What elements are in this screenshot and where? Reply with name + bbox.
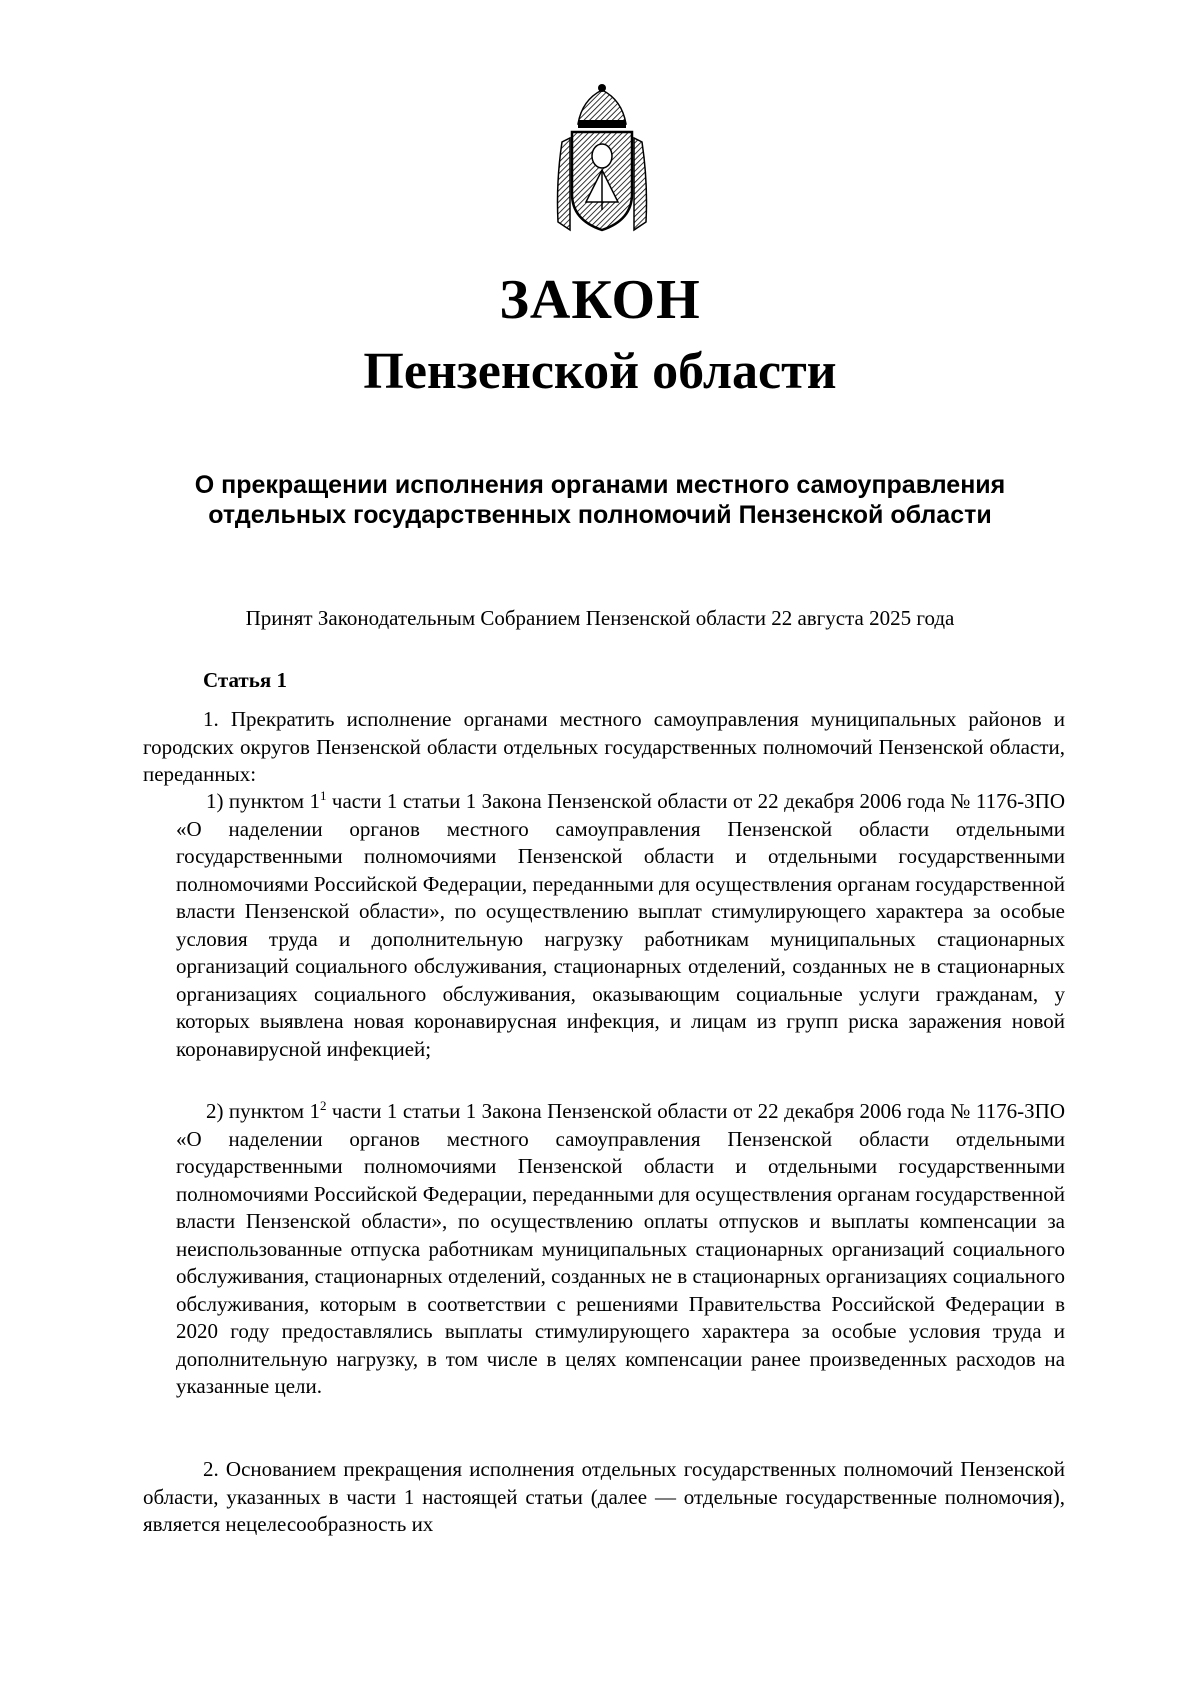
sub-item-1 <box>176 788 1065 1063</box>
document-type-title: ЗАКОН <box>499 269 701 331</box>
adoption-note: Принят Законодательным Собранием Пензенской области 22 августа 2025 года <box>245 606 955 630</box>
sub-item-1-text: части 1 статьи 1 Закона Пензенской области от 22 декабря 2006 года № 1176-ЗПО «О наделении органов местного самоуправления Пензенской области отдельными государственными полномочиями Пензенской области и отдельными государственными полномочиями Российской Федерации, переданными для осуществления органам государственной власти Пензенской области», по осуществлению выплат стимулирующего характера за особые условия труда и дополнительную нагрузку работникам муниципальных стационарных организаций социального обслуживания, стационарных отделений, созданных не в стационарных организациях социального обслуживания, оказывающим социальные услуги гражданам, у которых выявлена новая коронавирусная инфекция, и лицам из групп риска заражения новой коронавирусной инфекцией; <box>176 789 1066 1061</box>
article-paragraph-2: 2. Основанием прекращения исполнения отдельных государственных полномочий Пензенской области, указанных в части 1 настоящей статьи (далее — отдельные государственные полномочия), является нецелесообразность их <box>143 1457 1065 1536</box>
sub-item-2 <box>176 1098 1065 1401</box>
coat-of-arms-icon <box>548 82 656 234</box>
region-title: Пензенской области <box>363 343 837 400</box>
sub-item-1-superscript: 1 <box>320 788 327 803</box>
sub-item-2-text: части 1 статьи 1 Закона Пензенской области от 22 декабря 2006 года № 1176-ЗПО «О наделении органов местного самоуправления Пензенской области отдельными государственными полномочиями Пензенской области и отдельными государственными полномочиями Российской Федерации, переданными для осуществления органам государственной власти Пензенской области», по осуществлению оплаты отпусков и выплаты компенсации за неиспользованные отпуска работникам муниципальных стационарных организаций социального обслуживания, стационарных отделений, созданных не в стационарных организациях социального обслуживания, которым в соответствии с решениями Правительства Российской Федерации в 2020 году предоставлялись выплаты стимулирующего характера за особые условия труда и дополнительную нагрузку, в том числе в целях компенсации ранее произведенных расходов на указанные цели. <box>176 1099 1066 1398</box>
sub-item-2-superscript: 2 <box>320 1098 327 1113</box>
law-subject-title: О прекращении исполнения органами местного самоуправления отдельных государственных полномочий Пензенской области <box>194 471 1006 529</box>
article-heading: Статья 1 <box>203 668 287 692</box>
sub-item-1-start: 1) пунктом 1 <box>206 789 320 813</box>
article-paragraph-1: 1. Прекратить исполнение органами местного самоуправления муниципальных районов и городских округов Пензенской области отдельных государственных полномочий Пензенской области, переданных: <box>143 707 1065 786</box>
sub-item-2-start: 2) пунктом 1 <box>206 1099 320 1123</box>
